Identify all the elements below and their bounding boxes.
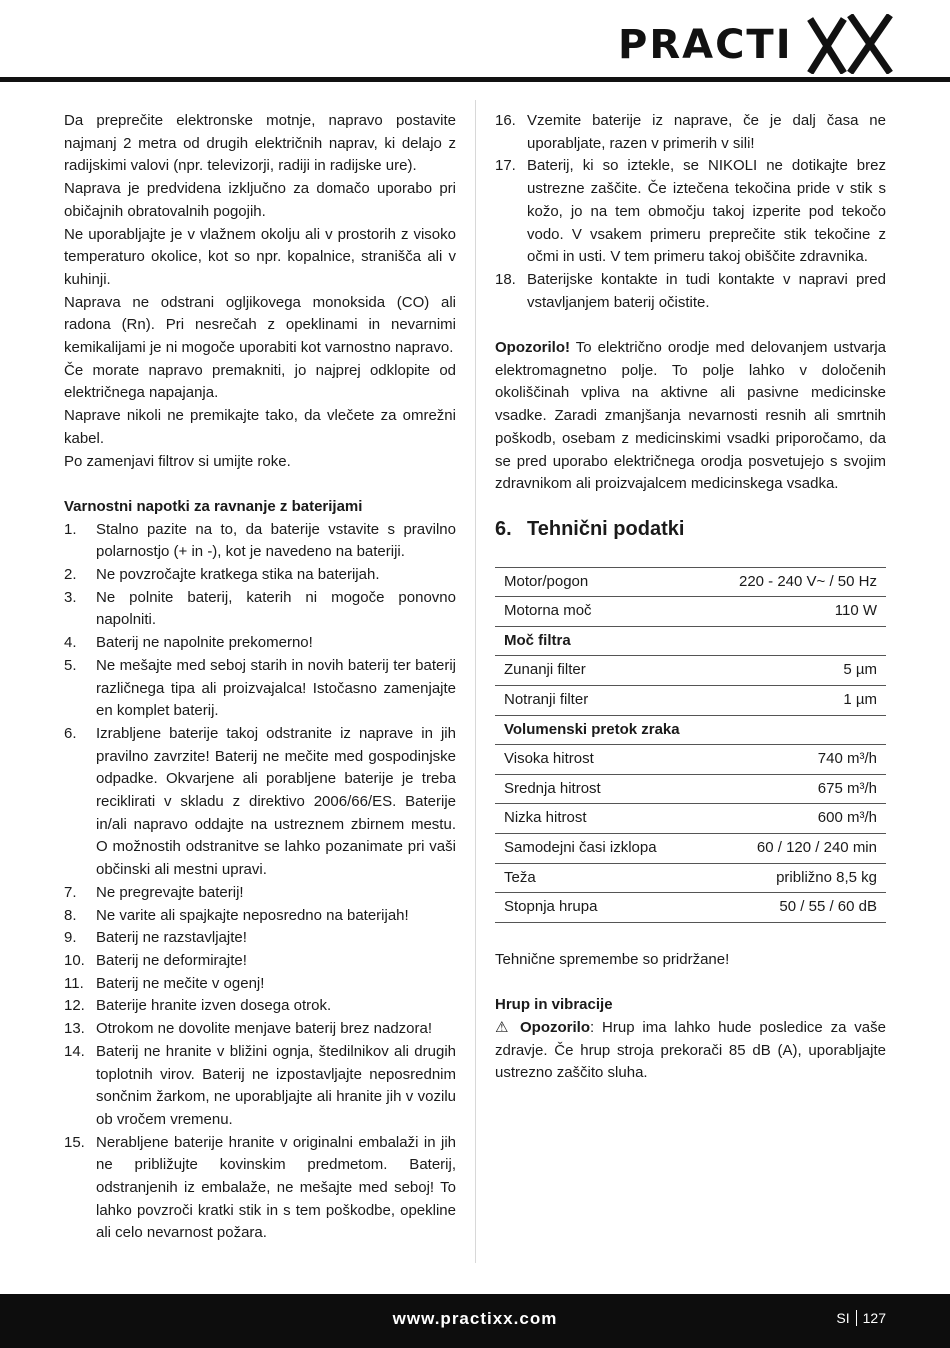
page-number: 127: [862, 1310, 886, 1326]
table-group-row: [495, 626, 886, 656]
spec-label: Zunanji filter: [495, 656, 712, 686]
spec-label: Motor/pogon: [495, 567, 712, 597]
practixx-logo-graphic: [618, 14, 914, 74]
noise-heading: Hrup in vibracije: [495, 996, 613, 1014]
list-number: 16.: [495, 112, 516, 129]
spec-label: Teža: [495, 863, 712, 893]
spec-label: Notranji filter: [495, 686, 712, 716]
battery-safety-list-continued: [495, 110, 886, 314]
list-item: [64, 1018, 456, 1041]
battery-safety-heading: Varnostni napotki za ravnanje z baterijami: [64, 497, 363, 515]
practixx-logo: [618, 14, 914, 79]
list-item: [64, 632, 456, 655]
spec-value: 600 m³/h: [712, 804, 886, 834]
list-text: Baterije hranite izven dosega otrok.: [96, 997, 332, 1015]
right-column: [495, 110, 886, 1085]
spec-label: Srednja hitrost: [495, 774, 712, 804]
warning-triangle-icon: ⚠: [495, 1018, 513, 1036]
spec-value: 110 W: [712, 597, 886, 627]
list-text: Ne pregrevajte baterij!: [96, 883, 244, 901]
list-number: 4.: [64, 634, 77, 652]
warning-text: To električno orodje med delovanjem ustvarja elektromagnetno polje. To polje lahko v določenih okoliščinah vpliva na aktivne ali pasivne medicinske vsadke. Zaradi zmanjšanja nevarnosti resnih ali smrtnih poškodb, osebam z medicinskimi vsadki priporočamo, da se pred uporabo električnega orodja posvetujejo s svojim zdravnikom ali proizvajalcem medicinskega vsadka.: [495, 339, 886, 493]
list-item: [64, 587, 456, 632]
list-text: Vzemite baterije iz naprave, če je dalj časa ne uporabljate, razen v primerih v sili!: [527, 112, 886, 152]
table-row: [495, 774, 886, 804]
spec-value: 50 / 55 / 60 dB: [712, 893, 886, 923]
noise-warning-text: : Hrup ima lahko hude posledice za vaše zdravje. Če hrup stroja prekorači 85 dB (A), uporabljajte ustrezno zaščito sluha.: [495, 1018, 886, 1082]
spec-label: Samodejni časi izklopa: [495, 833, 712, 863]
footer-url[interactable]: www.practixx.com: [392, 1309, 558, 1328]
list-text: Baterij, ki so iztekle, se NIKOLI ne dotikajte brez ustrezne zaščite. Če iztečena tekočina pride v stik s kožo, jo na tem območju takoj izperite pod tekočo vodo. V vsakem primeru preprečite stik tekočine z očmi in usti. V tem primeru takoj obiščite zdravnika.: [527, 157, 886, 266]
list-item: [64, 1041, 456, 1132]
list-number: 9.: [64, 929, 77, 947]
spec-label: Nizka hitrost: [495, 804, 712, 834]
table-group-row: [495, 715, 886, 745]
table-row: [495, 833, 886, 863]
spec-value: 740 m³/h: [712, 745, 886, 775]
list-number: 13.: [64, 1020, 85, 1038]
list-item: [64, 905, 456, 928]
table-row: [495, 804, 886, 834]
list-item: [495, 155, 886, 269]
list-number: 1.: [64, 520, 77, 538]
list-text: Ne povzročajte kratkega stika na baterijah.: [96, 566, 380, 584]
list-number: 2.: [64, 566, 77, 584]
spec-label: Motorna moč: [495, 597, 712, 627]
table-row: [495, 686, 886, 716]
spec-value: 5 µm: [712, 656, 886, 686]
list-text: Izrabljene baterije takoj odstranite iz naprave in jih pravilno zavrzite! Baterij ne mečite med gospodinjske odpadke. Okvarjene ali porabljene baterije je treba reciklirati v skladu z direktivo 2006/66/ES. Baterije in/ali napravo oddajte na ustreznem zbirnem mestu. O možnostih odstranitve se lahko pozanimate pri vaši občinski ali mestni upravi.: [96, 724, 456, 879]
list-text: Ne polnite baterij, katerih ni mogoče ponovno napolniti.: [96, 588, 456, 629]
table-row: [495, 863, 886, 893]
spec-value: 1 µm: [712, 686, 886, 716]
list-item: [64, 564, 456, 587]
list-text: Nerabljene baterije hranite v originalni embalaži in jih ne približujte kovinskim predmetom. Baterij, odstranjenih iz embalaže, ne mešajte med seboj! To lahko povzroči kratki stik in s tem poškodbe, opekline ali celo nevarnost požara.: [96, 1133, 456, 1242]
list-item: [64, 655, 456, 723]
list-text: Otrokom ne dovolite menjave baterij brez nadzora!: [96, 1020, 433, 1038]
spec-value: [712, 715, 886, 745]
list-item: [64, 519, 456, 564]
emf-warning: [495, 337, 886, 496]
list-number: 5.: [64, 656, 77, 674]
language-code: SI: [836, 1310, 850, 1326]
list-item: [64, 973, 456, 996]
table-row: [495, 567, 886, 597]
list-text: Ne varite ali spajkajte neposredno na baterijah!: [96, 906, 409, 924]
list-text: Stalno pazite na to, da baterije vstavite s pravilno polarnostjo (+ in -), kot je navedeno na bateriji.: [96, 520, 456, 561]
list-item: [495, 110, 886, 155]
list-text: Ne mešajte med seboj starih in novih baterij ter baterij različnega tipa ali proizvajalca! Istočasno zamenjajte en komplet baterij.: [96, 656, 456, 720]
paragraph: Če morate napravo premakniti, jo najprej odklopite od električnega napajanja.: [64, 361, 456, 402]
list-number: 17.: [495, 157, 516, 175]
list-item: [64, 950, 456, 973]
list-text: Baterij ne deformirajte!: [96, 952, 247, 969]
page-separator: [856, 1310, 857, 1326]
list-text: Baterij ne napolnite prekomerno!: [96, 634, 313, 652]
svg-text:PRACTI: PRACTI: [618, 22, 793, 68]
noise-warning: [495, 1017, 886, 1085]
noise-warning-label: Opozorilo: [520, 1018, 590, 1036]
list-number: 7.: [64, 883, 77, 901]
spec-value: 220 - 240 V~ / 50 Hz: [712, 567, 886, 597]
spec-group-label: Volumenski pretok zraka: [495, 715, 712, 745]
list-item: [64, 995, 456, 1018]
paragraph: Naprave nikoli ne premikajte tako, da vlečete za omrežni kabel.: [64, 407, 456, 447]
paragraph: Naprava ne odstrani ogljikovega monoksida (CO) ali radona (Rn). Pri nesrečah z opeklinami in nevarnimi kemikalijami je ni mogoče uporabiti kot varnostno napravo.: [64, 293, 456, 357]
section-number: 6.: [495, 517, 512, 540]
list-number: 10.: [64, 952, 85, 969]
technical-data-table: [495, 567, 886, 923]
list-text: Baterij ne hranite v bližini ognja, štedilnikov ali drugih toplotnih virov. Baterij ne izpostavljajte neposrednim sončnim žarkom, ne uporabljajte ali hranite jih v vozilu ob vročem vremenu.: [96, 1042, 456, 1128]
list-number: 6.: [64, 724, 77, 742]
list-number: 8.: [64, 906, 77, 924]
list-number: 3.: [64, 588, 77, 606]
header-rule: [0, 77, 950, 82]
page-indicator: [836, 1310, 886, 1326]
list-item: [64, 1132, 456, 1246]
list-text: Baterij ne razstavljajte!: [96, 929, 247, 947]
list-number: 11.: [64, 974, 84, 992]
spec-value: približno 8,5 kg: [712, 863, 886, 893]
list-item: [64, 882, 456, 905]
list-number: 14.: [64, 1042, 85, 1060]
spec-value: 675 m³/h: [712, 774, 886, 804]
column-divider: [475, 100, 476, 1263]
paragraph: Da preprečite elektronske motnje, napravo postavite najmanj 2 metra od drugih električnih naprav, ki delajo z radijskimi valovi (npr. televizorji, radiji in radijske ure).: [64, 112, 456, 175]
warning-label: Opozorilo!: [495, 339, 570, 357]
table-row: [495, 745, 886, 775]
list-item: [64, 723, 456, 882]
paragraph: Naprava je predvidena izključno za domačo uporabo pri običajnih obratovalnih pogojih.: [64, 180, 456, 220]
table-row: [495, 656, 886, 686]
list-number: 18.: [495, 270, 516, 288]
section-title: [495, 518, 886, 541]
list-text: Baterij ne mečite v ogenj!: [96, 974, 265, 992]
paragraph: Ne uporabljajte je v vlažnem okolju ali v prostorih z visoko temperaturo okolice, kot so npr. kopalnice, stranišča ali v kuhinji.: [64, 225, 456, 288]
list-item: [495, 269, 886, 314]
list-text: Baterijske kontakte in tudi kontakte v napravi pred vstavljanjem baterij očistite.: [527, 270, 886, 311]
table-row: [495, 893, 886, 923]
spec-value: [712, 626, 886, 656]
list-number: 12.: [64, 997, 85, 1015]
spec-label: Stopnja hrupa: [495, 893, 712, 923]
section-title-text: Tehnični podatki: [527, 517, 685, 540]
footer: [0, 1294, 950, 1348]
changes-note: Tehnične spremembe so pridržane!: [495, 950, 730, 968]
list-item: [64, 927, 456, 950]
paragraph: Po zamenjavi filtrov si umijte roke.: [64, 452, 291, 470]
left-column: [64, 110, 456, 1245]
spec-value: 60 / 120 / 240 min: [712, 833, 886, 863]
battery-safety-list: [64, 519, 456, 1246]
spec-group-label: Moč filtra: [495, 626, 712, 656]
list-number: 15.: [64, 1133, 85, 1151]
table-row: [495, 597, 886, 627]
spec-label: Visoka hitrost: [495, 745, 712, 775]
